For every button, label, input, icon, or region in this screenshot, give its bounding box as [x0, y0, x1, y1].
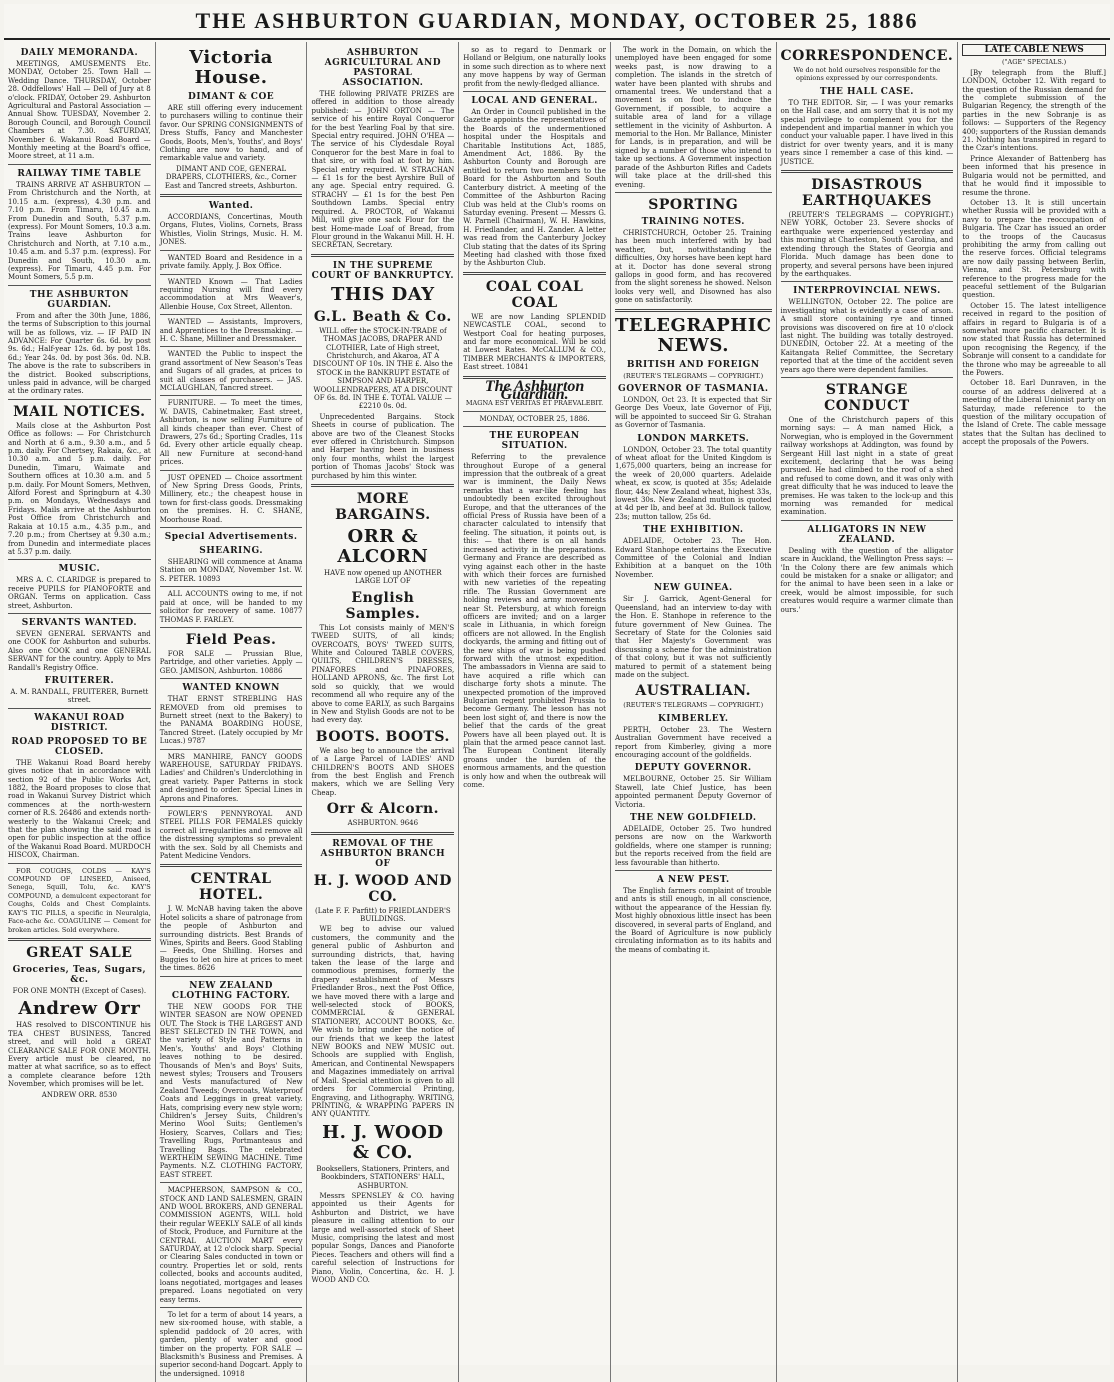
boots-text: We also beg to announce the arrival of a Large Parcel of LADIES' AND CHILDREN'S BOOTS AND SHOES from the best English and French makers, which we are Selling Very Cheap.: [311, 746, 455, 797]
sporting-heading: SPORTING: [648, 196, 739, 213]
local-general-heading: LOCAL AND GENERAL.: [471, 96, 598, 107]
music-text: MRS A. C. CLARIDGE is prepared to receive PUPILS for PIANOFORTE and ORGAN. Terms on application. Cass street, Ashburton.: [8, 576, 151, 610]
accordians-ad: ACCORDIANS, Concertinas, Mouth Organs, Flutes, Violins, Cornets, Brass Whistles, Violin Strings, Music. H. M. JONES.: [159, 213, 303, 247]
guardian-terms-heading: THE ASHBURTON GUARDIAN.: [29, 289, 129, 310]
column-5: [611, 42, 777, 1382]
daily-memoranda-heading: DAILY MEMORANDA.: [20, 48, 139, 58]
wanted-known-text: THAT ERNST STREBLING HAS REMOVED from old premises to Burnett street (next to the Bakery) to the PANAMA BOARDING HOUSE, Tancred Street. (Lately occupied by Mr Lucas.) 9787: [159, 695, 303, 746]
manhire-ad: MRS MANHIRE, FANCY GOODS WAREHOUSE, SATURDAY FRIDAYS. Ladies' and Children's Underclothing in great variety. Paper Patterns in stock and designed to order. Special Lines in Aprons and Pinafores.: [159, 752, 303, 803]
memoranda-text: MEETINGS, AMUSEMENTS Etc. MONDAY, October 25. Town Hall — Wedding Dance. THURSDAY, October 28. Oddfellows' Hall — Dell of Jury at 8 o'clock. FRIDAY, October 29. Ashburton Agricultural and Pastoral Association — Annual Show. TUESDAY, November 2. Borough Council, and Borough Council Chambers at 7.30. SATURDAY, November 6. Wakanui Road Board — Monthly meeting at the Board's office, Moore street, at 11 a.m.: [8, 60, 151, 161]
divider: [8, 164, 151, 165]
domain-work-text: The work in the Domain, on which the unemployed have been engaged for some weeks past, is now drawing to a completion. The islands in the stretch of water have been planted with shrubs and ornamental trees. We understand that a movement is on foot to induce the Government, if possible, to acquire a suitable area of land for a village settlement in the vicinity of Ashburton. A memorial to the Hon. Mr Ballance, Minister for Lands, is in preparation, and will be signed by a number of those who intend to take up sections. A Government inspection parade of the Ashburton Rifles and Cadets will take place at the drill-shed this evening.: [614, 46, 772, 189]
orr-alcorn-heading: ORR & ALCORN: [337, 526, 429, 568]
deputy-governor-text: MELBOURNE, October 25. Sir William Stawell, late Chief Justice, has been appointed permanent Deputy Governor of Victoria.: [614, 775, 772, 809]
servants-heading: SERVANTS WANTED.: [21, 617, 137, 628]
divider: [160, 1307, 303, 1308]
british-foreign-heading: BRITISH AND FOREIGN: [626, 359, 760, 370]
cable-text-5: October 18. Earl Dunraven, in the course of an address delivered at a meeting of the Liberal Unionist party on Saturday, made reference to the question of the military occupation of the Island of Crete. The cable message states that the Sultan has declined to accept the proposals of the Powers.: [962, 379, 1106, 447]
guardian-title: The Ashburton Guardian.: [484, 377, 585, 403]
coal-text: WE are now Landing SPLENDID NEWCASTLE COAL, second to Westport Coal for heating purposes, and far more economical. Will be sold at Lowest Rates. McCALLUM & CO., TIMBER MERCHANTS & IMPORTERS, East street. 10841: [463, 312, 606, 372]
divider: [160, 314, 303, 315]
new-guinea-heading: NEW GUINEA.: [653, 583, 733, 594]
divider: [8, 285, 151, 286]
shearing-heading: SHEARING.: [199, 546, 263, 557]
divider: [311, 254, 454, 257]
australian-heading: AUSTRALIAN.: [635, 683, 752, 700]
railway-text: TRAINS ARRIVE AT ASHBURTON — From Christchurch and the North, at 10.15 a.m. (express), 4.30 p.m. and 7.10 p.m. From Timaru, 10.45 a.m. From Dunedin and South, 5.37 p.m. (express). For Mount Somers, 10.3 a.m. Trains leave Ashburton for Christchurch and North, at 7.10 a.m., 10.45 a.m. and 5.37 p.m. (express). For Dunedin and South, 10.30 a.m. (express). For Timaru, 4.45 p.m. For Mount Somers, 5.5 p.m.: [8, 180, 151, 282]
more-bargains-heading: MORE BARGAINS.: [335, 491, 431, 524]
new-guinea-text: Sir J. Garrick, Agent-General for Queensland, had an interview to-day with the Hon. E. Stanhope in reference to the future government of New Guinea. The Secretary of State for the Colonies said that Her Majesty's Government was discussing a scheme for the administration of that colony, but it was not sufficiently matured to permit of a statement being made on the subject.: [614, 595, 772, 679]
masthead: [4, 4, 1110, 40]
correspondence-note: We do not hold ourselves responsible for the opinions expressed by our correspondents.: [793, 66, 941, 83]
training-notes-heading: TRAINING NOTES.: [641, 216, 745, 227]
alligators-text: Dealing with the question of the alligator scare in Auckland, the Wellington Press says: — 'In the Colony there are few animals which could be mistaken for a snake or alligator; and for the animal to have been seen in a lake or creek, would be almost impossible, for such creatures would require a warmer climate than ours.': [780, 546, 954, 614]
servants-text: SEVEN GENERAL SERVANTS and one COOK for Ashburton and suburbs. Also one COOK and one GENERAL SERVANT for the country. Apply to Mrs Randall's Registry Office.: [8, 629, 151, 672]
shearing-text: SHEARING will commence at Anama Station on MONDAY, November 1st. W. S. PETER. 10893: [159, 558, 303, 583]
local-general-text: An Order in Council published in the Gazette appoints the representatives of the Boards of the undermentioned hospital under the Hospitals and Charitable Institutions Act, 1885, Amendment Act, 1886. By the Ashburton County and Borough are entitled to return two members to the Board for the Ashburton and South Canterbury district. A meeting of the Committee of the Ashburton Racing Club was held at the Club's rooms on Saturday evening. Present — Messrs G. W. Parnell (Chairman), W. H. Hawkins, H. Friedlander, and H. Zander. A letter was read from the Canterbury Jockey Club stating that the dates of its Spring Meeting had clashed with those fixed by the Ashburton Club.: [463, 108, 606, 268]
agricultural-heading: ASHBURTON AGRICULTURAL AND PASTORAL ASSOCIATION.: [324, 48, 442, 88]
divider: [463, 411, 606, 412]
removal-heading: REMOVAL OF THE ASHBURTON BRANCH OF: [320, 838, 446, 869]
divider: [160, 194, 303, 197]
wanted-teas-ad: WANTED the Public to inspect the grand assortment of New Season's Teas and Sugars of all grades, at prices to suit all classes of purchasers. — JAS. MCLAUGHLAN, Tancred street.: [159, 350, 303, 392]
central-hotel-text: J. W. McNAB having taken the above Hotel solicits a share of patronage from the people of Ashburton and surrounding districts. Best Brands of Wines, Spirits and Beers. Good Stabling — Feeds, One Shilling. Horses and Buggies to let on hire at prices to meet the times. 8626: [159, 905, 303, 973]
to-let-ad: To let for a term of about 14 years, a new six-roomed house, with stable, a splendid paddock of 20 acres, with garden, plenty of water and good timber on the property. FOR SALE — Blacksmith's Business and Premises. A superior second-hand Dogcart. Apply to the undersigned. 10918: [159, 1310, 303, 1378]
wakanui-heading: WAKANUI ROAD DISTRICT.: [34, 712, 125, 733]
mail-notices-text: Mails close at the Ashburton Post Office as follows: — For Christchurch and North at 6 a.m., 9.30 a.m., and 5 p.m. daily. For Chertsey, Rakaia, &c., at 10.30 a.m. and 5 p.m. daily. For Dunedin, Timaru, Waimate and Southern offices at 10.30 a.m. and 5 p.m. daily. For Mount Somers, Methven, Alford Forest and Springburn at 4.30 p.m. on Mondays, Wednesdays and Fridays. Mails arrive at the Ashburton Post Office from Christchurch and Rakaia at 10.15 a.m., 4.35 p.m., and 7.20 p.m.; from Chertsey at 9.30 a.m.; from Dunedin and intermediate places at 5.37 p.m. daily.: [8, 421, 151, 556]
clothing-factory-text: THE NEW GOODS FOR THE WINTER SEASON are NOW OPENED OUT. The Stock is THE LARGEST AND BEST SELECTED IN THE TOWN, and the variety of Style and Patterns in Men's, Youths' and Boys' Clothing leaves nothing to be desired. Thousands of Men's and Boys' Suits, newest styles; Trousers and Trousers and Vests manufactured of New Zealand Tweeds; Overcoats, Waterproof Coats and Leggings in great variety. Hats, comprising every new style worn; Children's Jersey Suits, Children's Merino Wool Suits; Gentlemen's Hosiery, Scarves, Collars and Ties; Travelling Rugs, Portmanteaus and Travelling Bags. The celebrated WERTHEIM SEWING MACHINE. Time Payments. N.Z. CLOTHING FACTORY, EAST STREET.: [159, 1002, 303, 1179]
masthead-title: THE ASHBURTON GUARDIAN, MONDAY, OCTOBER 25, 1886: [195, 8, 919, 33]
cable-text-3: October 13. It is still uncertain whether Russia will be provided with a navy to prepare the reoccupation of Bulgaria. The Czar has issued an order to the troops of the Caucasus prohibiting the army from calling out the reserve forces. Official telegrams are now daily passing between Berlin, Vienna, and St. Petersburg with reference to the progress made for the peaceful settlement of the Bulgarian question.: [962, 198, 1106, 300]
divider: [615, 309, 772, 312]
cable-text-2: Prince Alexander of Battenberg has been informed that his presence in Bulgaria would not be permitted, and that he would find it impossible to resume the throne.: [962, 154, 1106, 197]
great-sale-heading: GREAT SALE: [26, 944, 133, 961]
training-notes-text: CHRISTCHURCH, October 25. Training has been much interfered with by bad weather, but, notwithstanding the difficulties, Oxy horses have been kept hard at it. Doctor has done several strong gallops in good form, and has recovered from the slight soreness he showed. Nelson looks very well, and Disowned has also gone on satisfactorily.: [614, 228, 772, 305]
divider: [781, 377, 954, 378]
kimberley-heading: KIMBERLEY.: [657, 713, 729, 724]
central-hotel-heading: CENTRAL HOTEL.: [190, 871, 272, 904]
alligators-heading: ALLIGATORS IN NEW ZEALAND.: [807, 524, 927, 545]
music-heading: MUSIC.: [58, 564, 101, 575]
divider: [311, 484, 454, 487]
telegraphic-heading: TELEGRAPHIC NEWS.: [614, 314, 772, 356]
wood-heading: H. J. WOOD AND CO.: [313, 872, 452, 905]
divider: [781, 281, 954, 282]
divider: [8, 938, 151, 941]
divider: [8, 613, 151, 614]
orr-alcorn-intro: HAVE now opened up ANOTHER LARGE LOT OF: [324, 569, 442, 586]
wanted-known-heading: WANTED KNOWN: [182, 683, 280, 694]
coal-heading: COAL COAL COAL: [485, 278, 584, 311]
london-markets-heading: LONDON MARKETS.: [637, 433, 750, 444]
interprovincial-text: WELLINGTON, October 22. The police are investigating what is evidently a case of arson. A small store containing rye and tinned provisions was discovered on fire at 10 o'clock last night. The building was totally destroyed. DUNEDIN, October 22. At a meeting of the Kaitangata Relief Committee, the Secretary reported that at the time of the accident seven years ago there were dependent families.: [780, 298, 954, 374]
divider: [781, 170, 954, 173]
age-specials-note: ("AGE" SPECIALS.): [1002, 58, 1067, 67]
kimberley-text: PERTH, October 23. The Western Australian Government have received a report from Kimberley, giving a more encouraging account of the goldfields.: [614, 725, 772, 759]
divider: [615, 192, 772, 193]
divider: [8, 708, 151, 709]
fruiterer-text: A. M. RANDALL, FRUITERER, Burnett street.: [10, 687, 149, 705]
divider: [615, 870, 772, 871]
divider: [8, 863, 151, 864]
wanted-heading: Wanted.: [208, 201, 254, 212]
wanted-assistants-ad: WANTED — Assistants, Improvers, and Apprentices to the Dressmaking. — H. C. Shane, Milliner and Dressmaker.: [159, 318, 303, 343]
english-samples-text: This Lot consists mainly of MEN'S TWEED SUITS, of all kinds; OVERCOATS, BOYS' TWEED SUITS, White and Coloured TABLE COVERS, QUILTS, CHILDREN'S DRESSES, PINAFORES and PINAFORES, HOLLAND APRONS, &c. The first Lot sold so quickly, that we would recommend all who require any of the above to come EARLY, as such Bargains in New and Stylish Goods are not to be had every day.: [311, 623, 455, 725]
just-opened-ad: JUST OPENED — Choice assortment of New Spring Dress Goods, Prints, Millinery, etc.; the cheapest house in town for first-class goods. Dressmaking on the premises. H. C. SHANE, Moorhouse Road.: [159, 473, 303, 524]
divider: [160, 627, 303, 628]
divider: [160, 527, 303, 528]
coughs-ad-text: FOR COUGHS, COLDS — KAY'S COMPOUND OF LINSEED, Aniseed, Senega, Squill, Tolu, &c. KAY'S COMPOUND, a demulcent expectorant for Coughs, Colds and Chest Complaints. KAY'S TIC PILLS, a specific in Neuralgia, Face-ache &c. COAGULINE — Cement for broken articles. Sold everywhere.: [8, 866, 151, 934]
road-closed-heading: ROAD PROPOSED TO BE CLOSED.: [11, 736, 148, 757]
european-text: Referring to the prevalence throughout Europe of a general impression that the outbreak of a great war is imminent, the Daily News remarks that a war-like feeling has undoubtedly been excited throughout Europe, and that the utterances of the official Press of Russia have been of a character calculated to intensify that feeling. The situation, it points out, is this: — that there is on all hands increased activity in the preparations. Germany and France are described as vying against each other in the haste with which their forces are furnished with new varieties of the repeating rifle. The Russian Government are holding reviews and army movements near St. Petersburg, at which foreign officers are invited; and on a larger scale in Lithuania, in which foreign officers are not allowed. In the English dockyards, the arming and fitting out of the new ships of war is being pushed forward with the utmost expedition. The ambassadors in Vienna are said to have acquired a rifle which can discharge forty shots a minute. The unexpected promotion of the improved Bulgarian regent prohibited Prussia to become Germany. The lesson has not been lost sight of, and there is now the belief that the cards of the great Powers have all been played out. It is plain that the armed peace cannot last. The European Continent literally groans under the burden of the enormous armaments, and the question is only how and when the outbreak will come.: [463, 453, 606, 790]
column-7: [958, 42, 1110, 1382]
dimant-coe-address: DIMANT AND COE, GENERAL DRAPERS, CLOTHIERS, &c., Corner East and Tancred streets, Ashburton.: [164, 164, 298, 190]
road-closed-text: THE Wakanui Road Board hereby gives notice that in accordance with section 92 of the Public Works Act, 1882, the Board proposes to close that road in Wakanui Survey District which commences at the north-western corner of R.S. 26486 and extends north-westerly to the Wakanui Creek; and that the plan showing the said road is open for public inspection at the office of the Wakanui Road Board. MURDOCH HISCOX, Chairman.: [8, 758, 151, 860]
divider: [160, 749, 303, 750]
clothing-factory-heading: NEW ZEALAND CLOTHING FACTORY.: [171, 980, 291, 1001]
cable-text-1: [By telegraph from the Bluff.] LONDON, October 12. With regard to the question of the Russian demand for the complete submission of the Bulgarian Regency, the strength of the parties in the new Sobranje is as follows: — Supporters of the Regency 400; supporters of the Russian demands 21. Nothing has transpired in regard to the Czar's intentions.: [962, 68, 1106, 153]
beath-text: WILL offer the STOCK-IN-TRADE of THOMAS JACOBS, DRAPER AND CLOTHIER, Late of High street, Christchurch, and Akaroa, AT A DISCOUNT OF 10s. IN THE £. Also the STOCK in the BANKRUPT ESTATE of SIMPSON AND HARPER, WOOLLENDRAPERS, AT A DISCOUNT OF 6s. 8d. IN THE £. TOTAL VALUE — £2210 0s. 0d.: [312, 326, 453, 411]
andrew-orr-heading: Andrew Orr: [18, 998, 141, 1020]
divider: [160, 806, 303, 807]
divider: [160, 976, 303, 977]
new-pest-heading: A NEW PEST.: [656, 875, 730, 886]
divider: [8, 559, 151, 560]
this-day-heading: THIS DAY: [331, 283, 435, 305]
new-goldfield-heading: THE NEW GOLDFIELD.: [629, 813, 757, 823]
one-month-text: FOR ONE MONTH (Except of Cases).: [12, 986, 147, 995]
mail-notices-heading: MAIL NOTICES.: [13, 403, 146, 420]
boots-heading: BOOTS. BOOTS.: [315, 728, 450, 745]
columns: [4, 42, 1110, 1378]
column-4: [459, 42, 611, 1382]
divider: [160, 274, 303, 275]
divider: [160, 470, 303, 471]
exhibition-text: ADELAIDE, October 23. The Hon. Edward Stanhope entertains the Executive Committee of the Colonial and Indian Exhibition at a banquet on the 10th November.: [614, 537, 772, 579]
editorial-date: MONDAY, OCTOBER 25, 1886.: [479, 414, 590, 423]
wood-sign-heading: H. J. WOOD & CO.: [322, 1121, 444, 1163]
fruiterer-heading: FRUITERER.: [44, 675, 115, 686]
deputy-governor-heading: DEPUTY GOVERNOR.: [634, 763, 752, 774]
late-cable-heading: LATE CABLE NEWS: [962, 44, 1106, 56]
strange-conduct-text: One of the Christchurch papers of this morning says: — A man named Hick, a Norwegian, who is employed in the Government railway workshops at Addington, was found by Sergeant Hill last night in a state of great excitement, declaring that he was being pursued. He had climbed to the roof of a shed and refused to come down, and it was only with great difficulty that he was induced to leave the premises. He was taken to the lock-up and this morning was remanded for medical examination.: [780, 415, 954, 517]
railway-heading: RAILWAY TIME TABLE: [17, 168, 142, 179]
divider: [160, 250, 303, 251]
divider: [463, 272, 606, 275]
earthquakes-text: (REUTER'S TELEGRAMS — COPYRIGHT.) NEW YORK, October 23. Severe shocks of earthquake were experienced yesterday and this morning at Charleston, South Carolina, and extending through the States of Georgia and Florida. Much damage has been done to property, and several persons have been injured by the earthquakes.: [780, 211, 954, 278]
cable-text-4: October 15. The latest intelligence received in regard to the position of affairs in regard to Bulgaria is of a somewhat more pacific character. It is now stated that Russia has determined upon recognising the Regency, if the Sobranje will consent to a candidate for the throne who may be agreeable to all the Powers.: [962, 301, 1106, 378]
andrew-orr-signature: ANDREW ORR. 8530: [41, 1090, 117, 1099]
beath-heading: G.L. Beath & Co.: [313, 308, 452, 325]
beath-bargains-text: Unprecedented Bargains. Stock Sheets in course of publication. The above are two of the Cleanest Stocks ever offered in Christchurch. Simpson and Harper having been in business only four months, whilst the largest portion of Thomas Jacobs' Stock was purchased by him this winter.: [311, 412, 455, 480]
divider: [463, 91, 606, 92]
interprovincial-heading: INTERPROVINCIAL NEWS.: [793, 286, 941, 297]
guardian-terms-text: From and after the 30th June, 1886, the terms of Subscription to this journal will be as follows, viz. — IF PAID IN ADVANCE: For Quarter 6s. 6d. by post 9s. 6d.; Half-year 12s. 6d. by post 18s. 6d.; Year 24s. 0d. by post 36s. 0d. N.B. The above is the rate to subscribers in the district. Booked subscriptions, unless paid in advance, will be charged at the ordinary rates.: [8, 311, 151, 396]
divider: [311, 832, 454, 835]
divider: [8, 399, 151, 400]
reuter-note: (REUTER'S TELEGRAMS — COPYRIGHT.): [623, 371, 764, 380]
fowler-pills-ad: FOWLER'S PENNYROYAL AND STEEL PILLS FOR FEMALES quickly correct all irregularities and remove all the distressing symptoms so prevalent with the sex. Sold by all Chemists and Patent Medicine Vendors.: [159, 810, 303, 861]
new-pest-text: The English farmers complaint of trouble and ants is still enough, in all conscience, without the appearance of the Hessian fly. Most highly obnoxious little insect has been discovered, in several parts of England, and the Board of Agriculture is now publicly circulating information as to its habits and the means of combating it.: [614, 887, 772, 954]
newspaper-page: [4, 4, 1110, 1378]
exhibition-heading: THE EXHIBITION.: [642, 525, 744, 536]
spensley-text: Messrs SPENSLEY & CO. having appointed us their Agents for Ashburton and District, we have pleasure in calling attention to our large and well-assorted stock of Sheet Music, comprising the latest and most popular Songs, Dances and Pianoforte Pieces. Teachers and others will find a careful selection of Instructions for Piano, Violin, Concertina, &c. H. J. WOOD AND CO.: [311, 1191, 455, 1284]
tasmania-heading: GOVERNOR OF TASMANIA.: [618, 383, 769, 394]
column-1: [4, 42, 156, 1382]
agricultural-text: THE following PRIVATE PRIZES are offered in addition to those already published: — JOHN ORTON — The service of his entire Royal Conqueror for the best Yearling Foal by that sire. Special entry required. JOHN O'HEA — The service of his Clydesdale Royal Conqueror for the best Mare in foal to that sire, or with foal at foot by him. Special entry required. W. STRACHAN — £1 1s for the best Ayrshire Bull of any age. Special entry required. G. STRACHY — £1 1s for the best Pen Southdown Lambs. Special entry required. A. PROCTOR, of Wakanui Mill, will give one sack Flour for the best Home-made Loaf of Bread, from Flour ground in the Wakanui Mill. H. H. SECRETAN, Secretary.: [311, 90, 455, 250]
orr-alcorn-sign-heading: Orr & Alcorn.: [326, 801, 439, 818]
dimant-coe-heading: DIMANT & COE: [188, 92, 275, 102]
divider: [160, 864, 303, 867]
orr-alcorn-sign-text: ASHBURTON. 9646: [347, 819, 419, 828]
guardian-motto: MAGNA EST VERITAS ET PRAEVALEBIT.: [465, 399, 604, 408]
field-peas-text: FOR SALE — Prussian Blue, Partridge, and other varieties. Apply — GEO. JAMISON, Ashburton. 10886: [159, 649, 303, 675]
accounts-ad: ALL ACCOUNTS owing to me, if not paid at once, will be handed to my solicitor for recovery of same. 10877 THOMAS F. FARLEY.: [159, 590, 303, 624]
correspondence-heading: CORRESPONDENCE.: [780, 48, 954, 64]
column-3: [307, 42, 459, 1382]
tasmania-text: LONDON, Oct 23. It is expected that Sir George Des Voeux, late Governor of Fiji, will be appointed to succeed Sir G. Strahan as Governor of Tasmania.: [614, 395, 772, 430]
column-2: [156, 42, 308, 1382]
wanted-board-ad: WANTED Board and Residence in a private family. Apply, J. Box Office.: [159, 253, 303, 271]
continued-text: so as to regard to Denmark or Holland or Belgium, one naturally looks in some such direction as to where next any move happens by way of German profit from the newly-fledged alliance.: [463, 46, 606, 88]
reuter-note-2: (REUTER'S TELEGRAMS — COPYRIGHT.): [623, 701, 764, 710]
strange-conduct-heading: STRANGE CONDUCT: [824, 381, 910, 414]
special-ads-heading: Special Advertisements.: [164, 532, 298, 543]
column-6: [777, 42, 959, 1382]
hall-case-heading: THE HALL CASE.: [819, 86, 914, 97]
wood-subtitle: (Late F. F. Parfitt) to FRIEDLANDER'S BUILDINGS.: [314, 906, 451, 923]
divider: [160, 395, 303, 396]
wanted-nursing-ad: WANTED Known — That Ladies requiring Nursing will find every accommodation at Mrs Weaver's, Allenbie House, Cox Street, Allenton.: [159, 277, 303, 311]
european-heading: THE EUROPEAN SITUATION.: [489, 431, 580, 452]
macpherson-ad: MACPHERSON, SAMPSON & CO., STOCK AND LAND SALESMEN, GRAIN AND WOOL BROKERS, AND GENERAL COMMISSION AGENTS, WILL hold their regular WEEKLY SALE of all kinds of Stock, Produce, and Furniture at the CENTRAL AUCTION MART every SATURDAY, at 12 o'clock sharp. Special or Clearing Sales conducted in town or country. Properties let or sold, rents collected, books and accounts audited, loans negotiated, mortgages and leases prepared. Loans negotiated on very easy terms.: [159, 1186, 303, 1304]
wood-text: WE beg to advise our valued customers, the community and the general public of Ashburton and surrounding districts, that, having taken the lease of the large and commodious premises, formerly the drapery establishment of Messrs Friedlander Bros., next the Post Office, we have moved there with a large and well-selected stock of BOOKS, COMMERCIAL & GENERAL STATIONERY, ACCOUNT BOOKS, &c. We wish to bring under the notice of our friends that we keep the latest NEW BOOKS and NEW MUSIC out. Schools are supplied with English, American, and Continental Newspapers and Magazines immediately on arrival of Mail. Special attention is given to all orders for Commercial Printing, Engraving, and Lithography. WRITING, PRINTING, & WRAPPING PAPERS IN ANY QUANTITY.: [311, 925, 455, 1119]
furniture-ad: FURNITURE. — To meet the times, W. DAVIS, Cabinetmaker, East street, Ashburton, is now selling Furniture of all kinds cheaper than ever. Chest of Drawers, 27s 6d.; Sporting Cradles, 11s 6d. Every other article equally cheap. All new Furniture at second-hand prices.: [159, 399, 303, 467]
new-goldfield-text: ADELAIDE, October 25. Two hundred persons are now on the Warkworth goldfields, where one stamper is running; but the reports received from the field are less favourable than hitherto.: [614, 825, 772, 867]
wood-sign-text: Booksellers, Stationers, Printers, and Bookbinders, STATIONERS' HALL, ASHBURTON.: [316, 1164, 450, 1190]
divider: [781, 520, 954, 521]
divider: [160, 678, 303, 679]
supreme-court-heading: IN THE SUPREME COURT OF BANKRUPTCY.: [311, 260, 455, 281]
divider: [160, 1182, 303, 1183]
field-peas-heading: Field Peas.: [185, 631, 277, 648]
divider: [160, 586, 303, 587]
andrew-orr-text: HAS resolved to DISCONTINUE his TEA CHEST BUSINESS, Tancred street, and will hold a GREAT CLEARANCE SALE FOR ONE MONTH. Every article must be cleared, no matter at what sacrifice, so as to effect a complete clearance before 12th November, which promises will be let.: [8, 1021, 151, 1089]
victoria-house-text: ARE still offering every inducement to purchasers willing to continue their favor. Our SPRING CONSIGNMENTS of Dress Stuffs, Fancy and Manchester Goods, Boots, Men's, Youths', and Boys' Clothing are now to hand, and of remarkable value and variety.: [159, 104, 303, 163]
divider: [463, 426, 606, 427]
english-samples-heading: English Samples.: [345, 589, 421, 622]
london-markets-text: LONDON, October 23. The total quantity of wheat afloat for the United Kingdom is 1,675,000 quarters, being an increase for the week of 20,000 quarters. Adelaide wheat, ex scow, is quoted at 35s; Adelaide flour, 44s; New Zealand wheat, highest 33s, lowest 30s. New Zealand mutton is quoted at 4d per lb, and beef at 3d. Bullock tallow, 23s; mutton tallow, 25s 6d.: [614, 445, 772, 521]
divider: [160, 346, 303, 347]
earthquakes-heading: DISASTROUS EARTHQUAKES: [801, 177, 932, 210]
groceries-heading: Groceries, Teas, Sugars, &c.: [12, 964, 147, 985]
victoria-house-heading: Victoria House.: [189, 47, 273, 88]
hall-case-text: TO THE EDITOR. Sir, — I was your remarks on the Hall case, and am sorry that it is not my special privilege to complement you for the independent and impartial manner in which you conduct your valuable paper. I have lived in this district for over twenty years, and it is many years since I remember a case of this kind. — JUSTICE.: [780, 98, 954, 166]
